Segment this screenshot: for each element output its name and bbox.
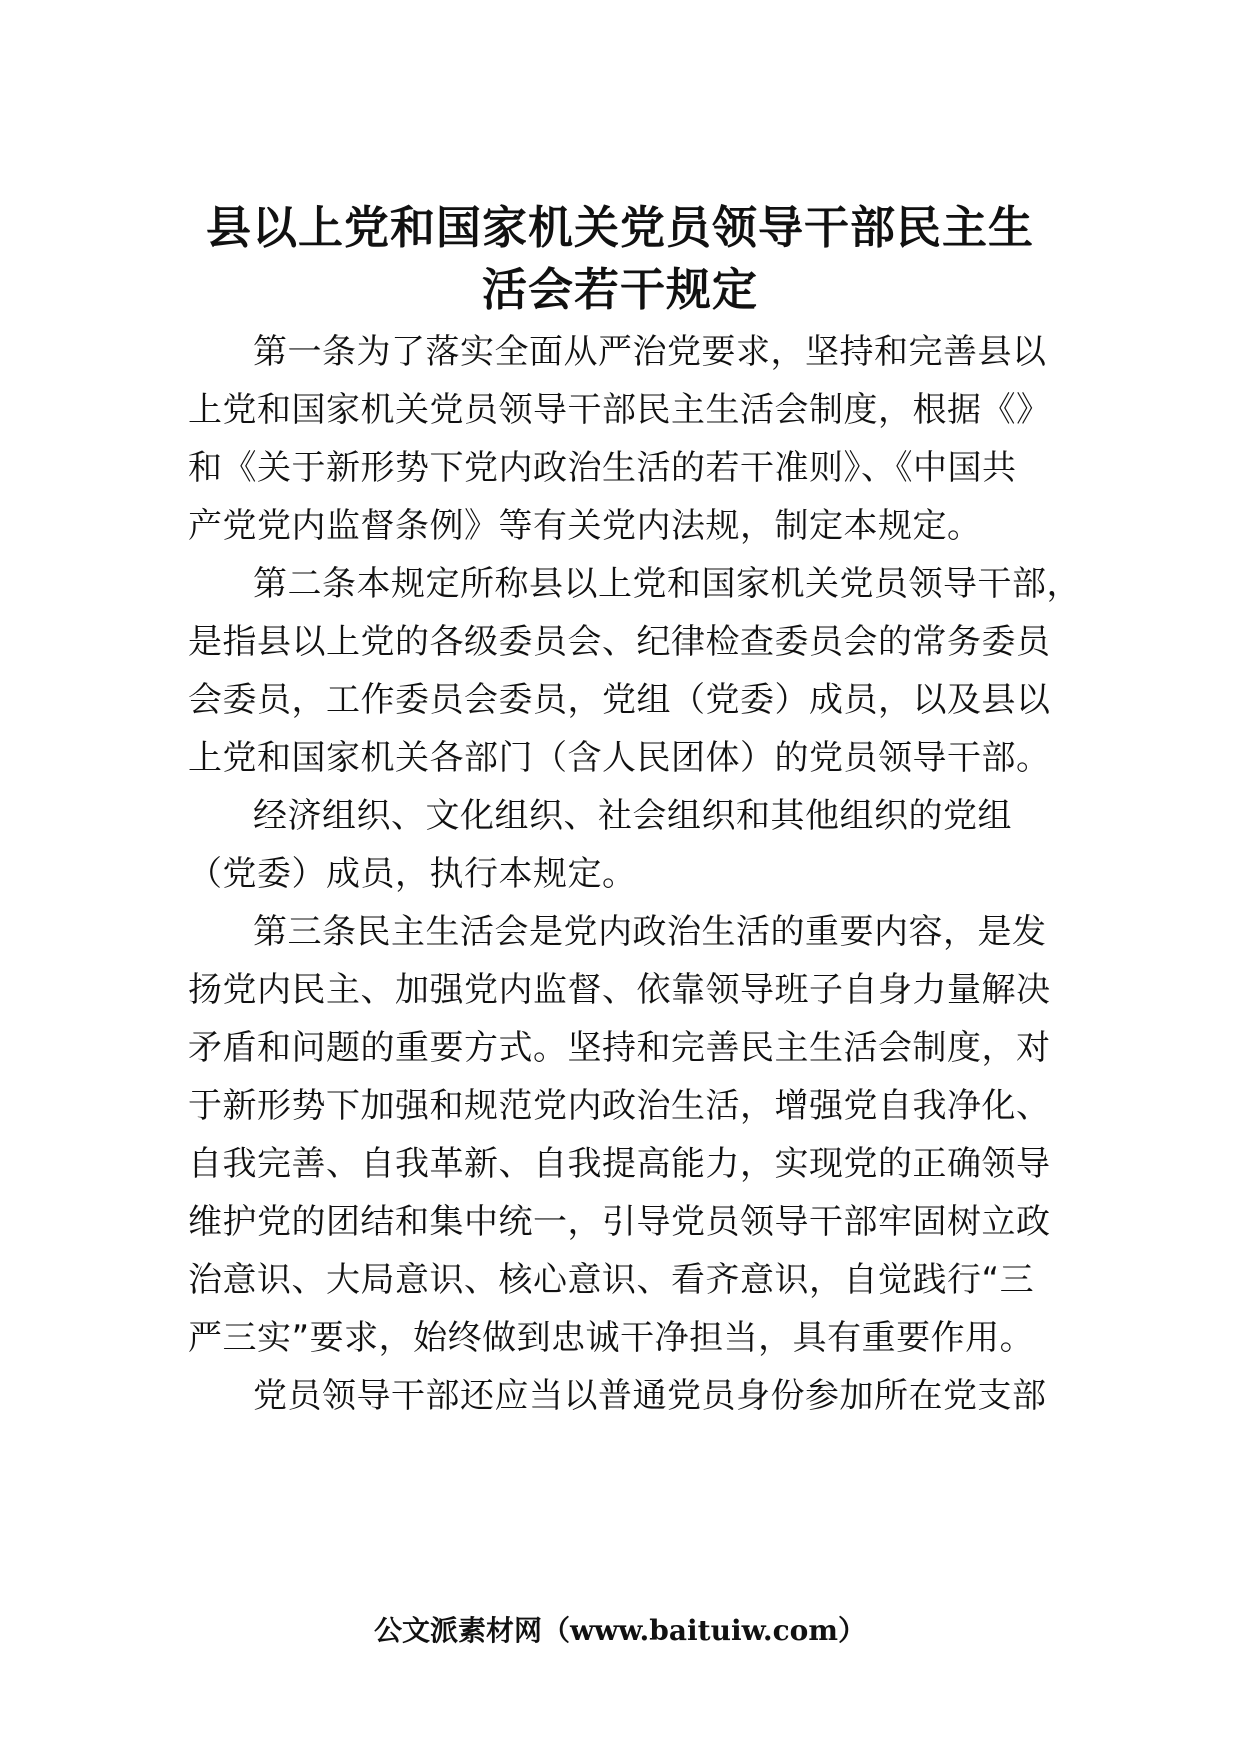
paragraph-4-line: 第三条民主生活会是党内政治生活的重要内容，是发 <box>253 912 1047 952</box>
paragraph-2-line: 是指县以上党的各级委员会、纪律检查委员会的常务委员 <box>188 622 1051 662</box>
paragraph-2-line: 上党和国家机关各部门（含人民团体）的党员领导干部。 <box>188 738 1051 778</box>
paragraph-3-line: 经济组织、文化组织、社会组织和其他组织的党组 <box>253 796 1012 836</box>
footer-url[interactable]: （www.baituiw.com） <box>542 1614 866 1647</box>
footer-watermark <box>0 1613 1240 1649</box>
footer-site-name: 公文派素材网 <box>374 1614 543 1647</box>
paragraph-4-line: 治意识、大局意识、核心意识、看齐意识，自觉践行“三 <box>188 1260 1035 1300</box>
paragraph-3-line: （党委）成员，执行本规定。 <box>188 854 637 894</box>
paragraph-4-line: 扬党内民主、加强党内监督、依靠领导班子自身力量解决 <box>188 970 1051 1010</box>
document-title-line-1: 县以上党和国家机关党员领导干部民主生 <box>205 201 1034 254</box>
paragraph-4-line: 矛盾和问题的重要方式。坚持和完善民主生活会制度，对 <box>188 1028 1051 1068</box>
paragraph-1-line: 产党党内监督条例》等有关党内法规，制定本规定。 <box>188 506 982 546</box>
paragraph-4-line: 严三实”要求，始终做到忠诚干净担当，具有重要作用。 <box>188 1318 1035 1358</box>
paragraph-2-line: 第二条本规定所称县以上党和国家机关党员领导干部， <box>253 564 1081 604</box>
paragraph-4-line: 自我完善、自我革新、自我提高能力，实现党的正确领导 <box>188 1144 1051 1184</box>
paragraph-1-line: 第一条为了落实全面从严治党要求，坚持和完善县以 <box>253 332 1047 372</box>
paragraph-4-line: 于新形势下加强和规范党内政治生活，增强党自我净化、 <box>188 1086 1051 1126</box>
paragraph-2-line: 会委员，工作委员会委员，党组（党委）成员，以及县以 <box>188 680 1051 720</box>
paragraph-1-line: 上党和国家机关党员领导干部民主生活会制度，根据《》 <box>188 390 1051 430</box>
paragraph-4-line: 维护党的团结和集中统一，引导党员领导干部牢固树立政 <box>188 1202 1051 1242</box>
document-title-line-2: 活会若干规定 <box>481 263 758 316</box>
paragraph-1-line: 和《关于新形势下党内政治生活的若干准则》、《中国共 <box>188 448 1017 488</box>
paragraph-5-line: 党员领导干部还应当以普通党员身份参加所在党支部 <box>253 1376 1047 1416</box>
